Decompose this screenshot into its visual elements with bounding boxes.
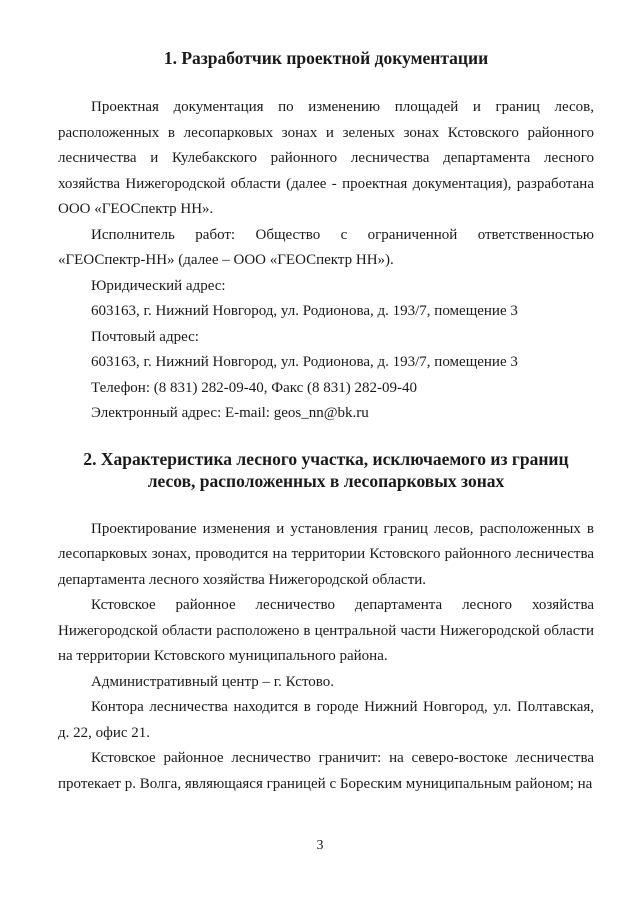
postal-address: 603163, г. Нижний Новгород, ул. Родионова, д. 193/7, помещение 3 (91, 354, 518, 370)
page-content (58, 47, 594, 797)
legal-address: 603163, г. Нижний Новгород, ул. Родионова, д. 193/7, помещение 3 (91, 303, 518, 319)
section-2-paragraph: Кстовское районное лесничество департамента лесного хозяйства Нижегородской области расположено в центральной части Нижегородской области на территории Кстовского муниципального района. (58, 597, 594, 664)
section-1-paragraph: Исполнитель работ: Общество с ограниченной ответственностью «ГЕОСпектр-НН» (далее – ООО «ГЕОСпектр НН»). (58, 226, 594, 268)
legal-address-label: Юридический адрес: (91, 277, 226, 294)
section-2-paragraph: Кстовское районное лесничество граничит: на северо-востоке лесничества протекает р. Волга, являющаяся границей с Бореским муниципальным районом; на (58, 750, 594, 792)
section-1-paragraph: Проектная документация по изменению площадей и границ лесов, расположенных в лесопарковых зонах и зеленых зонах Кстовского районного лесничества и Кулебакского районного лесничества департамента лесного хозяйства Нижегородской области (далее - проектная документация), разработана ООО «ГЕОСпектр НН». (58, 99, 594, 217)
section-2-title (58, 448, 594, 492)
section-2-paragraph: Проектирование изменения и установления границ лесов, расположенных в лесопарковых зонах, проводится на территории Кстовского районного лесничества департамента лесного хозяйства Нижегородской области. (58, 520, 594, 588)
page-number: 3 (316, 838, 324, 853)
section-1-title: 1. Разработчик проектной документации (163, 48, 489, 68)
section-2-title-line: 2. Характеристика лесного участка, исключаемого из границ (83, 448, 569, 469)
phone-fax: Телефон: (8 831) 282-09-40, Факс (8 831) 282-09-40 (91, 379, 418, 396)
section-2-title-line: лесов, расположенных в лесопарковых зонах (147, 470, 505, 491)
email-address: Электронный адрес: E-mail: geos_nn@bk.ru (91, 405, 369, 421)
section-2-paragraph: Административный центр – г. Кстово. (91, 673, 335, 690)
postal-address-label: Почтовый адрес: (91, 328, 199, 345)
section-2-paragraph: Контора лесничества находится в городе Нижний Новгород, ул. Полтавская, д. 22, офис 21. (58, 699, 594, 741)
